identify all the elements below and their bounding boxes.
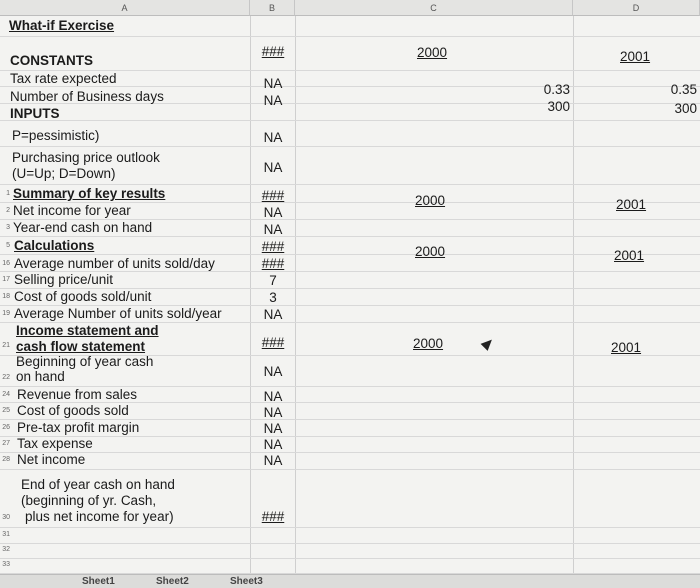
row-number[interactable]: 28: [2, 456, 10, 463]
row-number[interactable]: 32: [2, 546, 10, 553]
label-end-cash-plus[interactable]: plus net income for year): [25, 509, 174, 524]
label-avg-units-year[interactable]: Average Number of units sold/year: [14, 306, 222, 321]
column-header-b[interactable]: B: [250, 0, 295, 16]
mouse-pointer-icon: [481, 336, 496, 351]
cell-b-selling-price[interactable]: 7: [269, 273, 277, 288]
cell-b-business-days[interactable]: NA: [263, 93, 283, 108]
label-revenue[interactable]: Revenue from sales: [17, 387, 138, 402]
cell-b-net-income-year[interactable]: NA: [263, 205, 283, 220]
cell-b-revenue[interactable]: NA: [263, 389, 283, 404]
cell-d-income-statement-year[interactable]: 2001: [611, 340, 642, 355]
cell-b-income-statement[interactable]: ###: [261, 335, 285, 350]
label-avg-units-day[interactable]: Average number of units sold/day: [14, 256, 215, 271]
cell-d-calculations-year[interactable]: 2001: [614, 248, 645, 263]
label-constants[interactable]: CONSTANTS: [10, 53, 93, 68]
label-net-income[interactable]: Net income: [17, 452, 86, 467]
grid-line: [0, 254, 700, 255]
cell-c-income-statement-year[interactable]: 2000: [413, 336, 444, 351]
grid-line: [0, 469, 700, 470]
column-header-c[interactable]: C: [295, 0, 573, 16]
cell-d-summary-year[interactable]: 2001: [616, 197, 647, 212]
label-pessimistic[interactable]: P=pessimistic): [12, 128, 100, 143]
grid-line: [0, 146, 700, 147]
row-number[interactable]: 17: [2, 276, 10, 283]
grid-line: [0, 558, 700, 559]
label-end-cash[interactable]: End of year cash on hand: [21, 477, 175, 492]
cell-b-tax-expense[interactable]: NA: [263, 437, 283, 452]
column-header-a[interactable]: A: [0, 0, 250, 16]
cell-b-purchasing-outlook[interactable]: NA: [263, 160, 283, 175]
cell-b-cogs[interactable]: 3: [269, 290, 277, 305]
label-year-end-cash[interactable]: Year-end cash on hand: [13, 220, 153, 235]
grid-line: [0, 452, 700, 453]
sheet-title[interactable]: What-if Exercise: [9, 18, 115, 33]
cell-b-avg-units-year[interactable]: NA: [263, 307, 283, 322]
cell-d-business-days[interactable]: 300: [674, 101, 697, 116]
cell-b-year-header[interactable]: ###: [261, 44, 285, 59]
cell-c-tax-rate[interactable]: 0.33: [543, 82, 570, 97]
cell-b-calculations[interactable]: ###: [261, 239, 285, 254]
row-number[interactable]: 30: [2, 514, 10, 521]
cell-b-summary[interactable]: ###: [261, 188, 285, 203]
row-number[interactable]: 25: [2, 407, 10, 414]
label-outlook-codes[interactable]: (U=Up; D=Down): [12, 166, 116, 181]
row-number[interactable]: 2: [6, 207, 10, 214]
sheet-tab-bar: [0, 574, 700, 588]
row-number[interactable]: 19: [2, 310, 10, 317]
label-cost-sold[interactable]: Cost of goods sold: [17, 403, 129, 418]
cell-b-avg-units-day[interactable]: ###: [261, 256, 285, 271]
label-beginning-cash[interactable]: Beginning of year cash: [16, 354, 154, 369]
label-selling-price[interactable]: Selling price/unit: [14, 272, 114, 287]
label-business-days[interactable]: Number of Business days: [10, 89, 164, 104]
row-number[interactable]: 22: [2, 374, 10, 381]
row-number[interactable]: 16: [2, 260, 10, 267]
cell-c-summary-year[interactable]: 2000: [415, 193, 446, 208]
row-number[interactable]: 18: [2, 293, 10, 300]
grid-line: [295, 16, 296, 576]
cell-d-year-header[interactable]: 2001: [620, 49, 651, 64]
label-inputs[interactable]: INPUTS: [10, 106, 60, 121]
row-number[interactable]: 33: [2, 561, 10, 568]
label-income-statement[interactable]: Income statement and: [16, 323, 159, 338]
label-cogs[interactable]: Cost of goods sold/unit: [14, 289, 152, 304]
grid-line: [0, 120, 700, 121]
cell-b-cost-sold[interactable]: NA: [263, 405, 283, 420]
grid-line: [573, 16, 574, 576]
grid-line: [0, 527, 700, 528]
grid-line: [0, 36, 700, 37]
grid-line: [0, 543, 700, 544]
cell-c-calculations-year[interactable]: 2000: [415, 244, 446, 259]
cell-b-net-income[interactable]: NA: [263, 453, 283, 468]
sheet-tab-1[interactable]: Sheet1: [82, 576, 115, 587]
cell-c-year-header[interactable]: 2000: [417, 45, 448, 60]
cell-b-beginning-cash[interactable]: NA: [263, 364, 283, 379]
cell-d-tax-rate[interactable]: 0.35: [670, 82, 697, 97]
row-number[interactable]: 31: [2, 531, 10, 538]
label-pretax-margin[interactable]: Pre-tax profit margin: [17, 420, 140, 435]
row-number[interactable]: 1: [6, 190, 10, 197]
row-number[interactable]: 5: [6, 242, 10, 249]
cell-b-end-cash[interactable]: ###: [261, 509, 285, 524]
row-number[interactable]: 27: [2, 440, 10, 447]
cell-b-pretax-margin[interactable]: NA: [263, 421, 283, 436]
cell-b-pessimistic[interactable]: NA: [263, 130, 283, 145]
label-tax-expense[interactable]: Tax expense: [17, 436, 93, 451]
cell-b-tax-rate[interactable]: NA: [263, 76, 283, 91]
label-cash-flow-statement[interactable]: cash flow statement: [16, 339, 146, 354]
sheet-tab-2[interactable]: Sheet2: [156, 576, 189, 587]
label-summary[interactable]: Summary of key results: [13, 186, 166, 201]
row-number[interactable]: 3: [6, 224, 10, 231]
row-number[interactable]: 24: [2, 391, 10, 398]
row-number[interactable]: 26: [2, 424, 10, 431]
grid-line: [0, 436, 700, 437]
grid-line: [0, 236, 700, 237]
label-net-income-year[interactable]: Net income for year: [13, 203, 131, 218]
label-tax-rate[interactable]: Tax rate expected: [10, 71, 117, 86]
label-end-cash-beginning[interactable]: (beginning of yr. Cash,: [21, 493, 157, 508]
label-purchasing-outlook[interactable]: Purchasing price outlook: [12, 150, 160, 165]
column-header-d[interactable]: D: [573, 0, 700, 16]
label-beginning-cash-on-hand[interactable]: on hand: [16, 369, 65, 384]
label-calculations[interactable]: Calculations: [14, 238, 95, 253]
cell-c-business-days[interactable]: 300: [547, 99, 570, 114]
cell-b-year-end-cash[interactable]: NA: [263, 222, 283, 237]
sheet-tab-3[interactable]: Sheet3: [230, 576, 263, 587]
grid-line: [0, 184, 700, 185]
row-number[interactable]: 21: [2, 342, 10, 349]
